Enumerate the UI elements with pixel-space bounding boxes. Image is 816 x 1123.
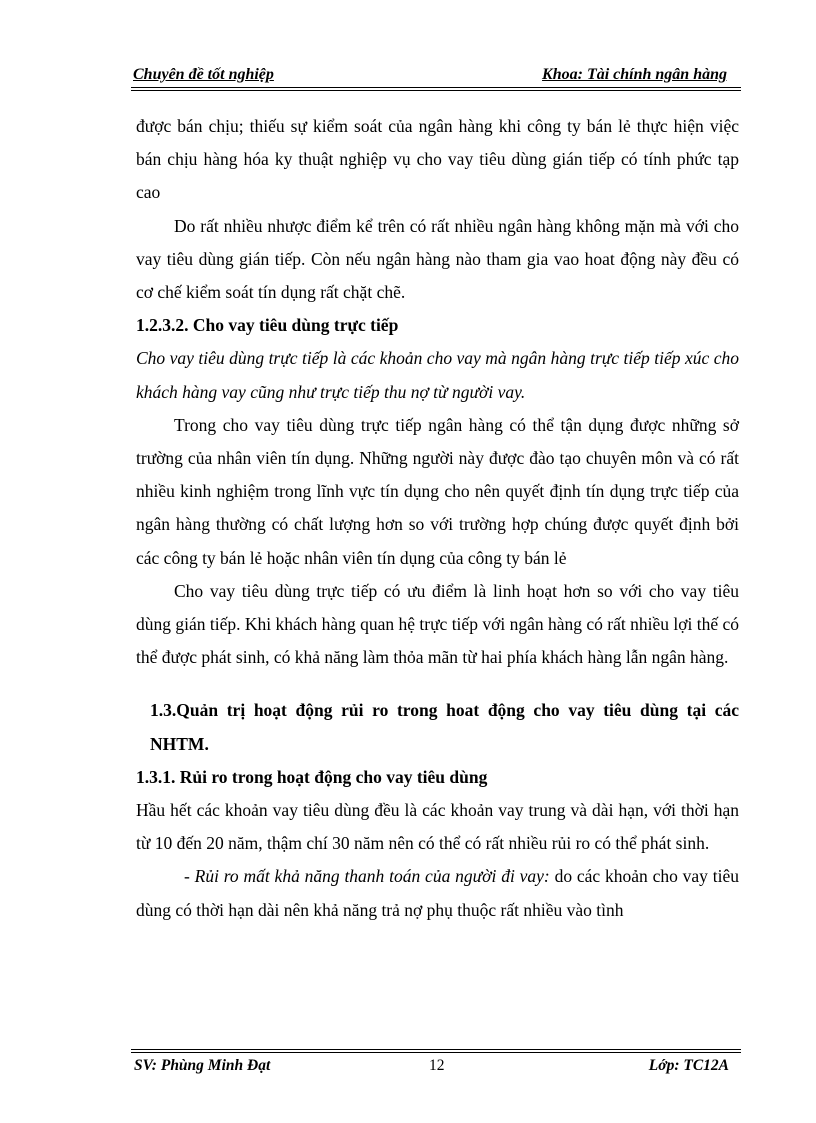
page-header — [131, 66, 739, 84]
paragraph-1: được bán chịu; thiếu sự kiểm soát của ngân hàng khi công ty bán lẻ thực hiện việc bán chịu hàng hóa ky thuật nghiệp vụ cho vay tiêu dùng gián tiếp có tính phức tạp cao — [136, 116, 739, 203]
heading-1-2-3-2: 1.2.3.2. Cho vay tiêu dùng trực tiếp — [136, 315, 399, 336]
header-rule-1 — [131, 87, 741, 88]
definition-paragraph: Cho vay tiêu dùng trực tiếp là các khoản cho vay mà ngân hàng trực tiếp tiếp xúc cho khách hàng vay cũng như trực tiếp thu nợ từ người vay. — [136, 348, 739, 402]
header-thesis-title: Chuyên đề tốt nghiệp — [133, 66, 274, 83]
page-number: 12 — [429, 1057, 445, 1074]
header-rule-2 — [131, 90, 741, 91]
paragraph-5: Hầu hết các khoản vay tiêu dùng đều là các khoản vay trung và dài hạn, với thời hạn từ 10 đến 20 năm, thậm chí 30 năm nên có thể có rất nhiều rủi ro có thể phát sinh. — [136, 800, 739, 854]
footer-class: Lớp: TC12A — [648, 1057, 729, 1074]
heading-1-3: 1.3.Quản trị hoạt động rủi ro trong hoat động cho vay tiêu dùng tại các NHTM. — [150, 700, 739, 754]
footer-rule-1 — [131, 1049, 741, 1050]
paragraph-4: Cho vay tiêu dùng trực tiếp có ưu điểm là linh hoạt hơn so với cho vay tiêu dùng gián tiếp. Khi khách hàng quan hệ trực tiếp với ngân hàng có rất nhiều lợi thế có thể được phát sinh, có khả năng làm thỏa mãn từ hai phía khách hàng lẫn ngân hàng. — [136, 580, 739, 668]
risk-label: - Rủi ro mất khả năng thanh toán của người đi vay: — [184, 866, 550, 887]
risk-text: do các khoản cho vay tiêu dùng có thời hạn dài nên khả năng trả nợ phụ thuộc rất nhiều vào tình — [136, 866, 739, 920]
paragraph-2: Do rất nhiều nhược điểm kể trên có rất nhiều ngân hàng không mặn mà với cho vay tiêu dùng gián tiếp. Còn nếu ngân hàng nào tham gia vao hoat động này đều có cơ chế kiểm soát tín dụng rất chặt chẽ. — [136, 215, 739, 303]
paragraph-3: Trong cho vay tiêu dùng trực tiếp ngân hàng có thể tận dụng được những sở trường của nhân viên tín dụng. Những người này được đào tạo chuyên môn và có rất nhiều kinh nghiệm trong lĩnh vực tín dụng cho nên quyết định tín dụng trực tiếp của ngân hàng thường có chất lượng hơn so với trường hợp chúng được quyết định bởi các công ty bán lẻ hoặc nhân viên tín dụng của công ty bán lẻ — [136, 414, 739, 568]
page-footer — [131, 1057, 739, 1075]
page-body — [136, 110, 739, 927]
header-faculty: Khoa: Tài chính ngân hàng — [542, 66, 727, 83]
footer-rule-2 — [131, 1052, 741, 1053]
heading-1-3-1: 1.3.1. Rủi ro trong hoạt động cho vay tiêu dùng — [136, 766, 488, 787]
paragraph-6 — [136, 860, 739, 926]
footer-student: SV: Phùng Minh Đạt — [134, 1057, 271, 1074]
